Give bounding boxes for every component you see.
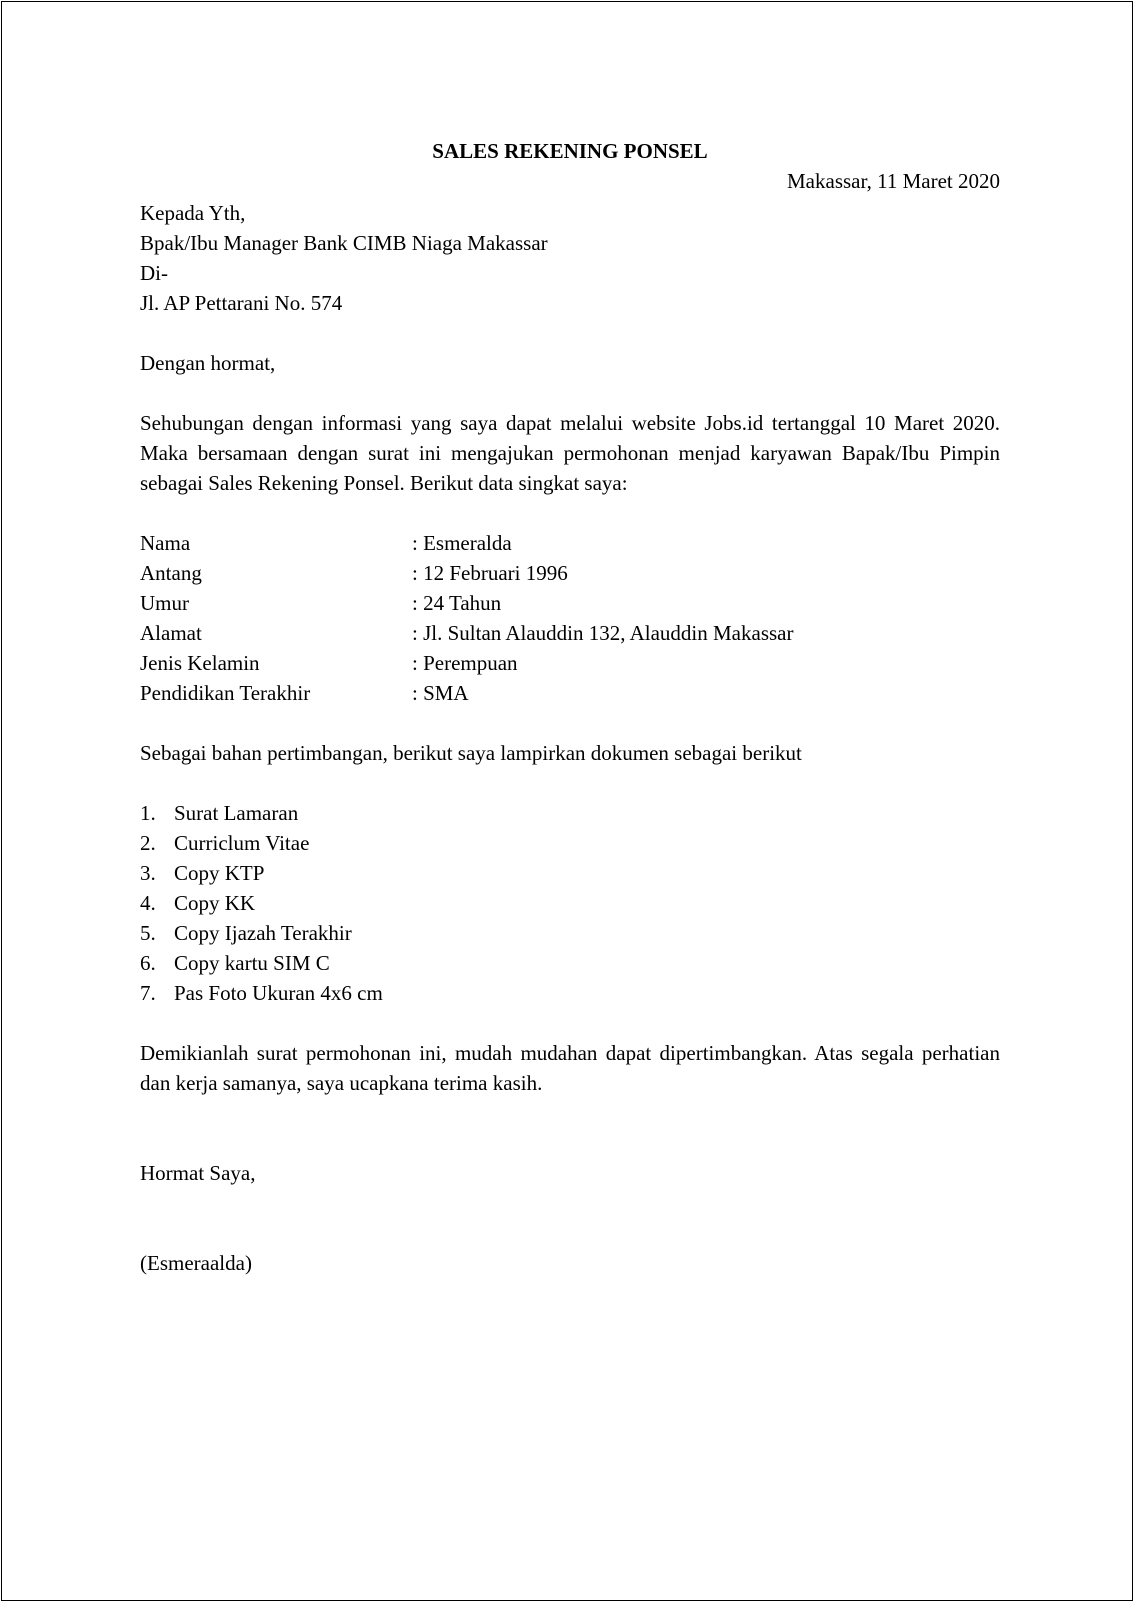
letter-title: SALES REKENING PONSEL (432, 139, 708, 163)
recipient-line: Jl. AP Pettarani No. 574 (140, 291, 343, 315)
place-date: Makassar, 11 Maret 2020 (787, 169, 1000, 193)
table-row (140, 558, 793, 588)
intro-paragraph: Sehubungan dengan informasi yang saya dapat melalui website Jobs.id tertanggal 10 Maret 2020. Maka bersamaan dengan surat ini mengajukan permohonan menjad karyawan Bapak/Ibu Pimpin sebagai Sales Rekening Ponsel. Berikut data singkat saya: (140, 411, 1000, 495)
list-text: Curriclum Vitae (174, 831, 310, 855)
list-text: Copy Ijazah Terakhir (174, 921, 352, 945)
closing-paragraph: Demikianlah surat permohonan ini, mudah mudahan dapat dipertimbangkan. Atas segala perhatian dan kerja samanya, saya ucapkana terima kasih. (140, 1041, 1000, 1095)
personal-data-table (140, 528, 793, 708)
list-text: Pas Foto Ukuran 4x6 cm (174, 981, 383, 1005)
list-number: 3. (140, 861, 156, 885)
list-item (140, 858, 1000, 888)
list-number: 2. (140, 831, 156, 855)
data-value: : Perempuan (412, 651, 518, 675)
data-label: Pendidikan Terakhir (140, 681, 311, 705)
data-label: Antang (140, 561, 202, 585)
list-number: 7. (140, 981, 156, 1005)
attachments-intro: Sebagai bahan pertimbangan, berikut saya lampirkan dokumen sebagai berikut (140, 741, 802, 765)
table-row (140, 618, 793, 648)
list-text: Surat Lamaran (174, 801, 299, 825)
table-row (140, 678, 793, 708)
list-item (140, 918, 1000, 948)
data-label: Jenis Kelamin (140, 651, 260, 675)
list-item (140, 888, 1000, 918)
list-number: 1. (140, 801, 156, 825)
letter-page (1, 1, 1133, 1601)
greeting: Dengan hormat, (140, 351, 276, 375)
signature-name: (Esmeraalda) (140, 1251, 252, 1275)
letter-body (140, 136, 1000, 1278)
recipient-line: Di- (140, 261, 168, 285)
recipient-block (140, 198, 1000, 318)
list-item (140, 948, 1000, 978)
data-label: Nama (140, 531, 191, 555)
list-number: 6. (140, 951, 156, 975)
attachment-list (140, 798, 1000, 1008)
data-value: : Esmeralda (412, 531, 512, 555)
data-value: : Jl. Sultan Alauddin 132, Alauddin Makassar (412, 621, 794, 645)
sign-off: Hormat Saya, (140, 1161, 256, 1185)
list-item (140, 828, 1000, 858)
list-text: Copy KTP (174, 861, 265, 885)
table-row (140, 588, 793, 618)
list-number: 4. (140, 891, 156, 915)
data-label: Alamat (140, 621, 202, 645)
list-item (140, 978, 1000, 1008)
list-number: 5. (140, 921, 156, 945)
data-value: : SMA (412, 681, 469, 705)
recipient-line: Bpak/Ibu Manager Bank CIMB Niaga Makassar (140, 231, 548, 255)
list-item (140, 798, 1000, 828)
table-row (140, 528, 793, 558)
table-row (140, 648, 793, 678)
list-text: Copy KK (174, 891, 256, 915)
recipient-line: Kepada Yth, (140, 201, 246, 225)
data-label: Umur (140, 591, 189, 615)
data-value: : 12 Februari 1996 (412, 561, 568, 585)
data-value: : 24 Tahun (412, 591, 502, 615)
list-text: Copy kartu SIM C (174, 951, 330, 975)
